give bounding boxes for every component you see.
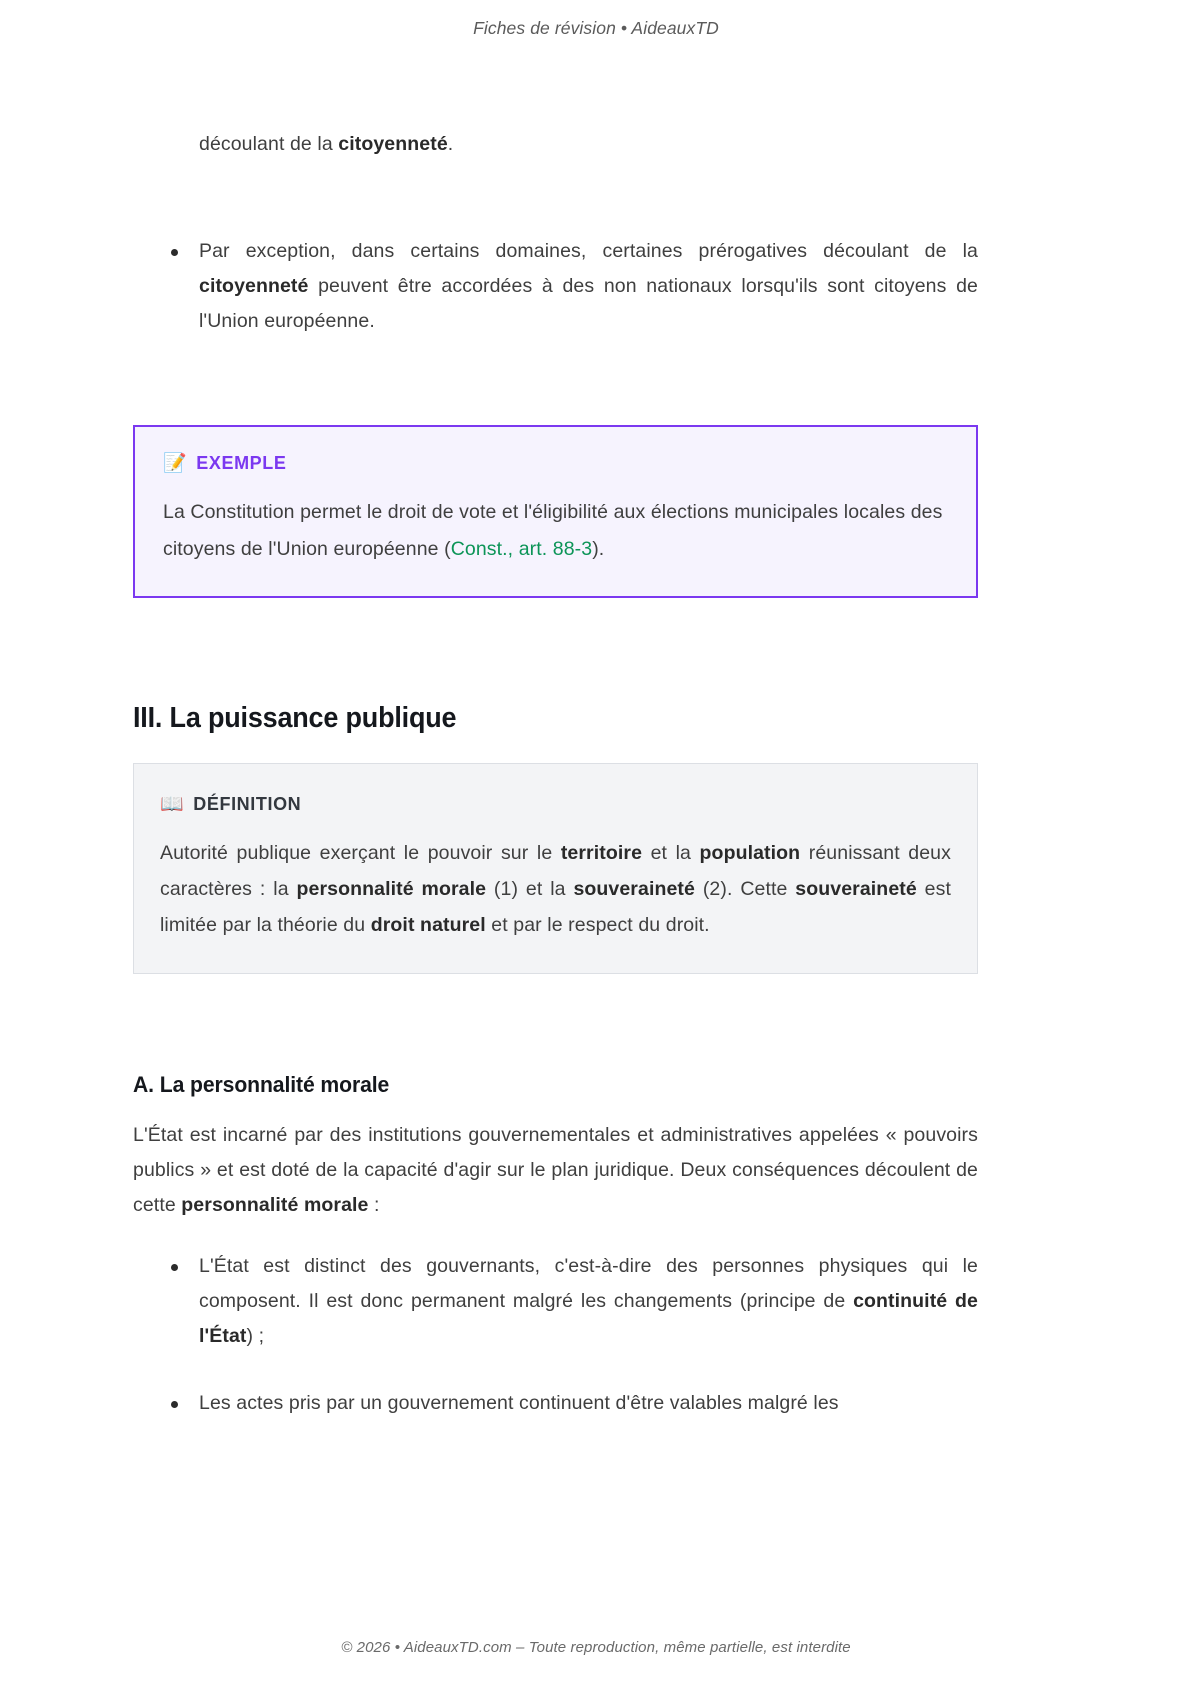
definition-callout-title	[160, 794, 951, 815]
spacer	[133, 339, 978, 403]
def-bold4: souveraineté	[573, 878, 695, 900]
bullet-exception-part1: Par exception, dans certains domaines, certaines prérogatives découlant de la	[199, 240, 978, 262]
spacer	[133, 403, 978, 425]
running-footer: © 2026 • AideauxTD.com – Toute reproduction, même partielle, est interdite	[341, 1639, 851, 1656]
memo-icon: 📝	[163, 453, 188, 474]
bullet-list-exception	[133, 234, 978, 339]
continued-paragraph	[199, 127, 978, 162]
example-callout-label: EXEMPLE	[196, 453, 287, 473]
def-part3: réunissant deux caractères : la	[160, 842, 951, 900]
continued-text-after: .	[447, 133, 454, 155]
spacer	[133, 598, 978, 662]
def-part2: et la	[642, 842, 700, 864]
example-callout-title	[163, 453, 948, 474]
definition-callout	[133, 763, 978, 974]
example-callout	[133, 425, 978, 598]
bullet-exception-bold: citoyenneté	[199, 275, 309, 297]
spacer	[133, 1038, 978, 1072]
bullet-exception-part2: peuvent être accordées à des non nationaux lorsqu'ils sont citoyens de l'Union européenne.	[199, 275, 978, 332]
running-header: Fiches de révision • AideauxTD	[473, 18, 719, 38]
def-part1: Autorité publique exerçant le pouvoir sur le	[160, 842, 561, 864]
def-bold1: territoire	[560, 842, 643, 864]
spacer	[133, 662, 978, 702]
list-item	[133, 1249, 978, 1354]
continued-text-before: découlant de la	[199, 133, 339, 155]
legal-citation: Const., art. 88-3	[450, 538, 593, 560]
def-part4: (1) et la	[486, 878, 574, 900]
example-callout-body	[163, 494, 948, 568]
consequence-1-bold: continuité de l'État	[199, 1290, 978, 1347]
definition-callout-label: DÉFINITION	[193, 794, 302, 814]
consequence-2-part1: Les actes pris par un gouvernement continuent d'être valables malgré les	[199, 1392, 839, 1414]
subsection-heading-a: A. La personnalité morale	[133, 1072, 390, 1097]
list-item	[133, 234, 978, 339]
section-heading-iii: III. La puissance publique	[133, 702, 457, 734]
def-bold5: souveraineté	[795, 878, 917, 900]
def-part5: (2). Cette	[694, 878, 796, 900]
consequence-1-part1: L'État est distinct des gouvernants, c'est-à-dire des personnes physiques qui le composent. Il est donc permanent malgré les changements (principe de	[199, 1255, 978, 1312]
spacer	[133, 974, 978, 1038]
def-bold6: droit naturel	[370, 914, 486, 936]
subsection-a-part1: L'État est incarné par des institutions gouvernementales et administratives appelées « pouvoirs publics » et est doté de la capacité d'agir sur le plan juridique. Deux conséquences découlent de cette	[133, 1124, 978, 1216]
definition-callout-body	[160, 835, 951, 943]
subsection-a-part2: :	[368, 1194, 380, 1216]
def-bold2: population	[699, 842, 801, 864]
continued-text-bold: citoyenneté	[338, 133, 448, 155]
subsection-a-bold: personnalité morale	[181, 1194, 369, 1216]
list-item	[133, 1386, 978, 1421]
spacer	[133, 1231, 978, 1249]
consequence-1-part2: ) ;	[246, 1325, 265, 1347]
def-bold3: personnalité morale	[296, 878, 487, 900]
bullet-list-consequences	[133, 1249, 978, 1421]
def-part7: et par le respect du droit.	[485, 914, 710, 936]
example-body-part1: La Constitution permet le droit de vote et l'éligibilité aux élections municipales locales des citoyens de l'Union européenne (	[163, 501, 943, 560]
example-body-part2: ).	[592, 538, 605, 560]
subsection-a-paragraph	[133, 1118, 978, 1223]
def-part6: est limitée par la théorie du	[160, 878, 951, 936]
spacer	[133, 170, 978, 234]
page-content	[133, 39, 978, 1639]
open-book-icon: 📖	[160, 794, 185, 815]
